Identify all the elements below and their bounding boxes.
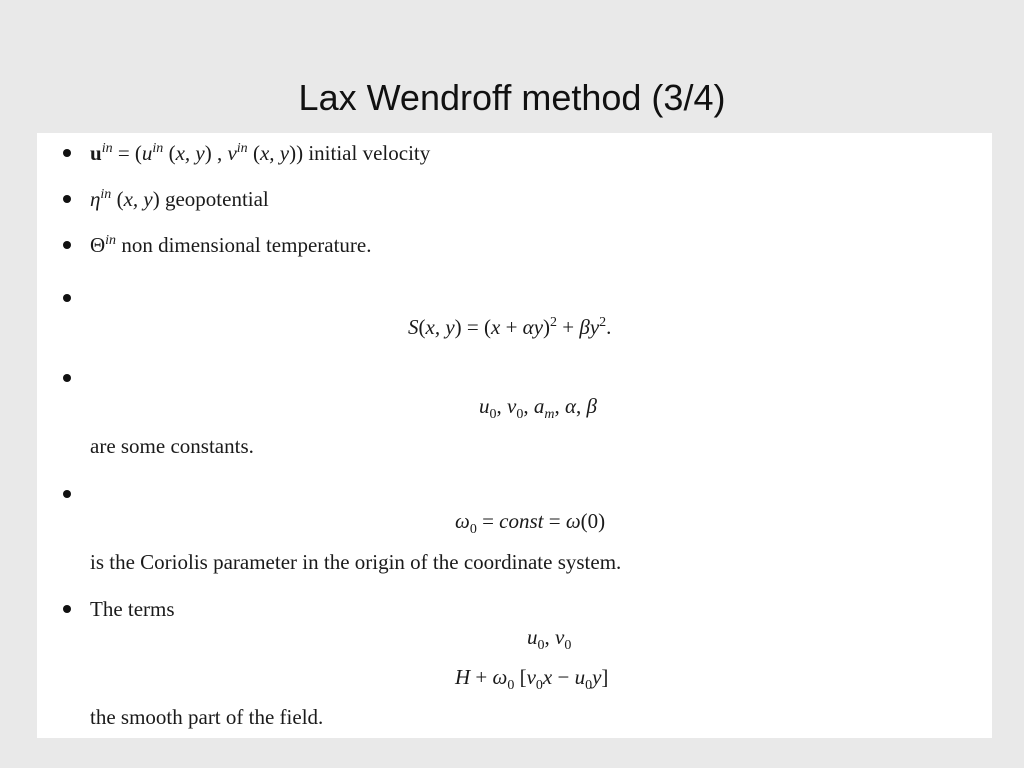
equation-coriolis: $\omega_0$ = const = ω(0) [455, 509, 606, 538]
bullet-item-geopotential [63, 184, 269, 214]
bullet-item-constants [63, 363, 90, 393]
bullet-item-initial-velocity [63, 138, 430, 168]
slide-title: Lax Wendroff method (3/4) [298, 77, 726, 118]
slide-content [37, 133, 992, 738]
bullet-item-terms [63, 594, 175, 624]
bullet-dot-icon [63, 149, 71, 157]
formula-geopotential: $\eta^{in}$ (x, y) [90, 186, 160, 211]
label-geopotential: geopotential [164, 186, 269, 211]
text-are-some-constants: are some constants. [90, 434, 254, 458]
label-temperature: non dimensional temperature. [121, 232, 372, 257]
bullet-item-coriolis [63, 479, 90, 509]
bullet-dot-icon [63, 294, 71, 302]
text-smooth-part: the smooth part of the field. [90, 705, 324, 729]
bullet-dot-icon [63, 195, 71, 203]
bullet-dot-icon [63, 605, 71, 613]
bullet-dot-icon [63, 241, 71, 249]
label-initial-velocity: initial velocity [308, 140, 431, 165]
bullet-dot-icon [63, 490, 71, 498]
equation-s-function: S(x, $y) = (x + \alpha y)^2 + \beta y^2$. [408, 315, 612, 339]
equation-constants: $u_0$, $v_0$, $a_m$, α, β [479, 394, 597, 423]
text-coriolis-description: is the Coriolis parameter in the origin of the coordinate system. [90, 550, 622, 574]
formula-temperature: $\Theta^{in}$ [90, 232, 117, 257]
bullet-dot-icon [63, 374, 71, 382]
equation-smooth-part: $H + \omega_0$ $[v_0x - u_0y]$ [455, 665, 609, 694]
formula-initial-velocity: $u^{in} = (u^{in}$ (x, y) , $v^{in}$ (x, y)) [90, 140, 304, 165]
bullet-item-temperature [63, 230, 372, 260]
bullet-item-s-function [63, 283, 90, 313]
label-the-terms: The terms [90, 596, 175, 621]
equation-terms-u0-v0: $u_0$, $v_0$ [527, 625, 572, 654]
